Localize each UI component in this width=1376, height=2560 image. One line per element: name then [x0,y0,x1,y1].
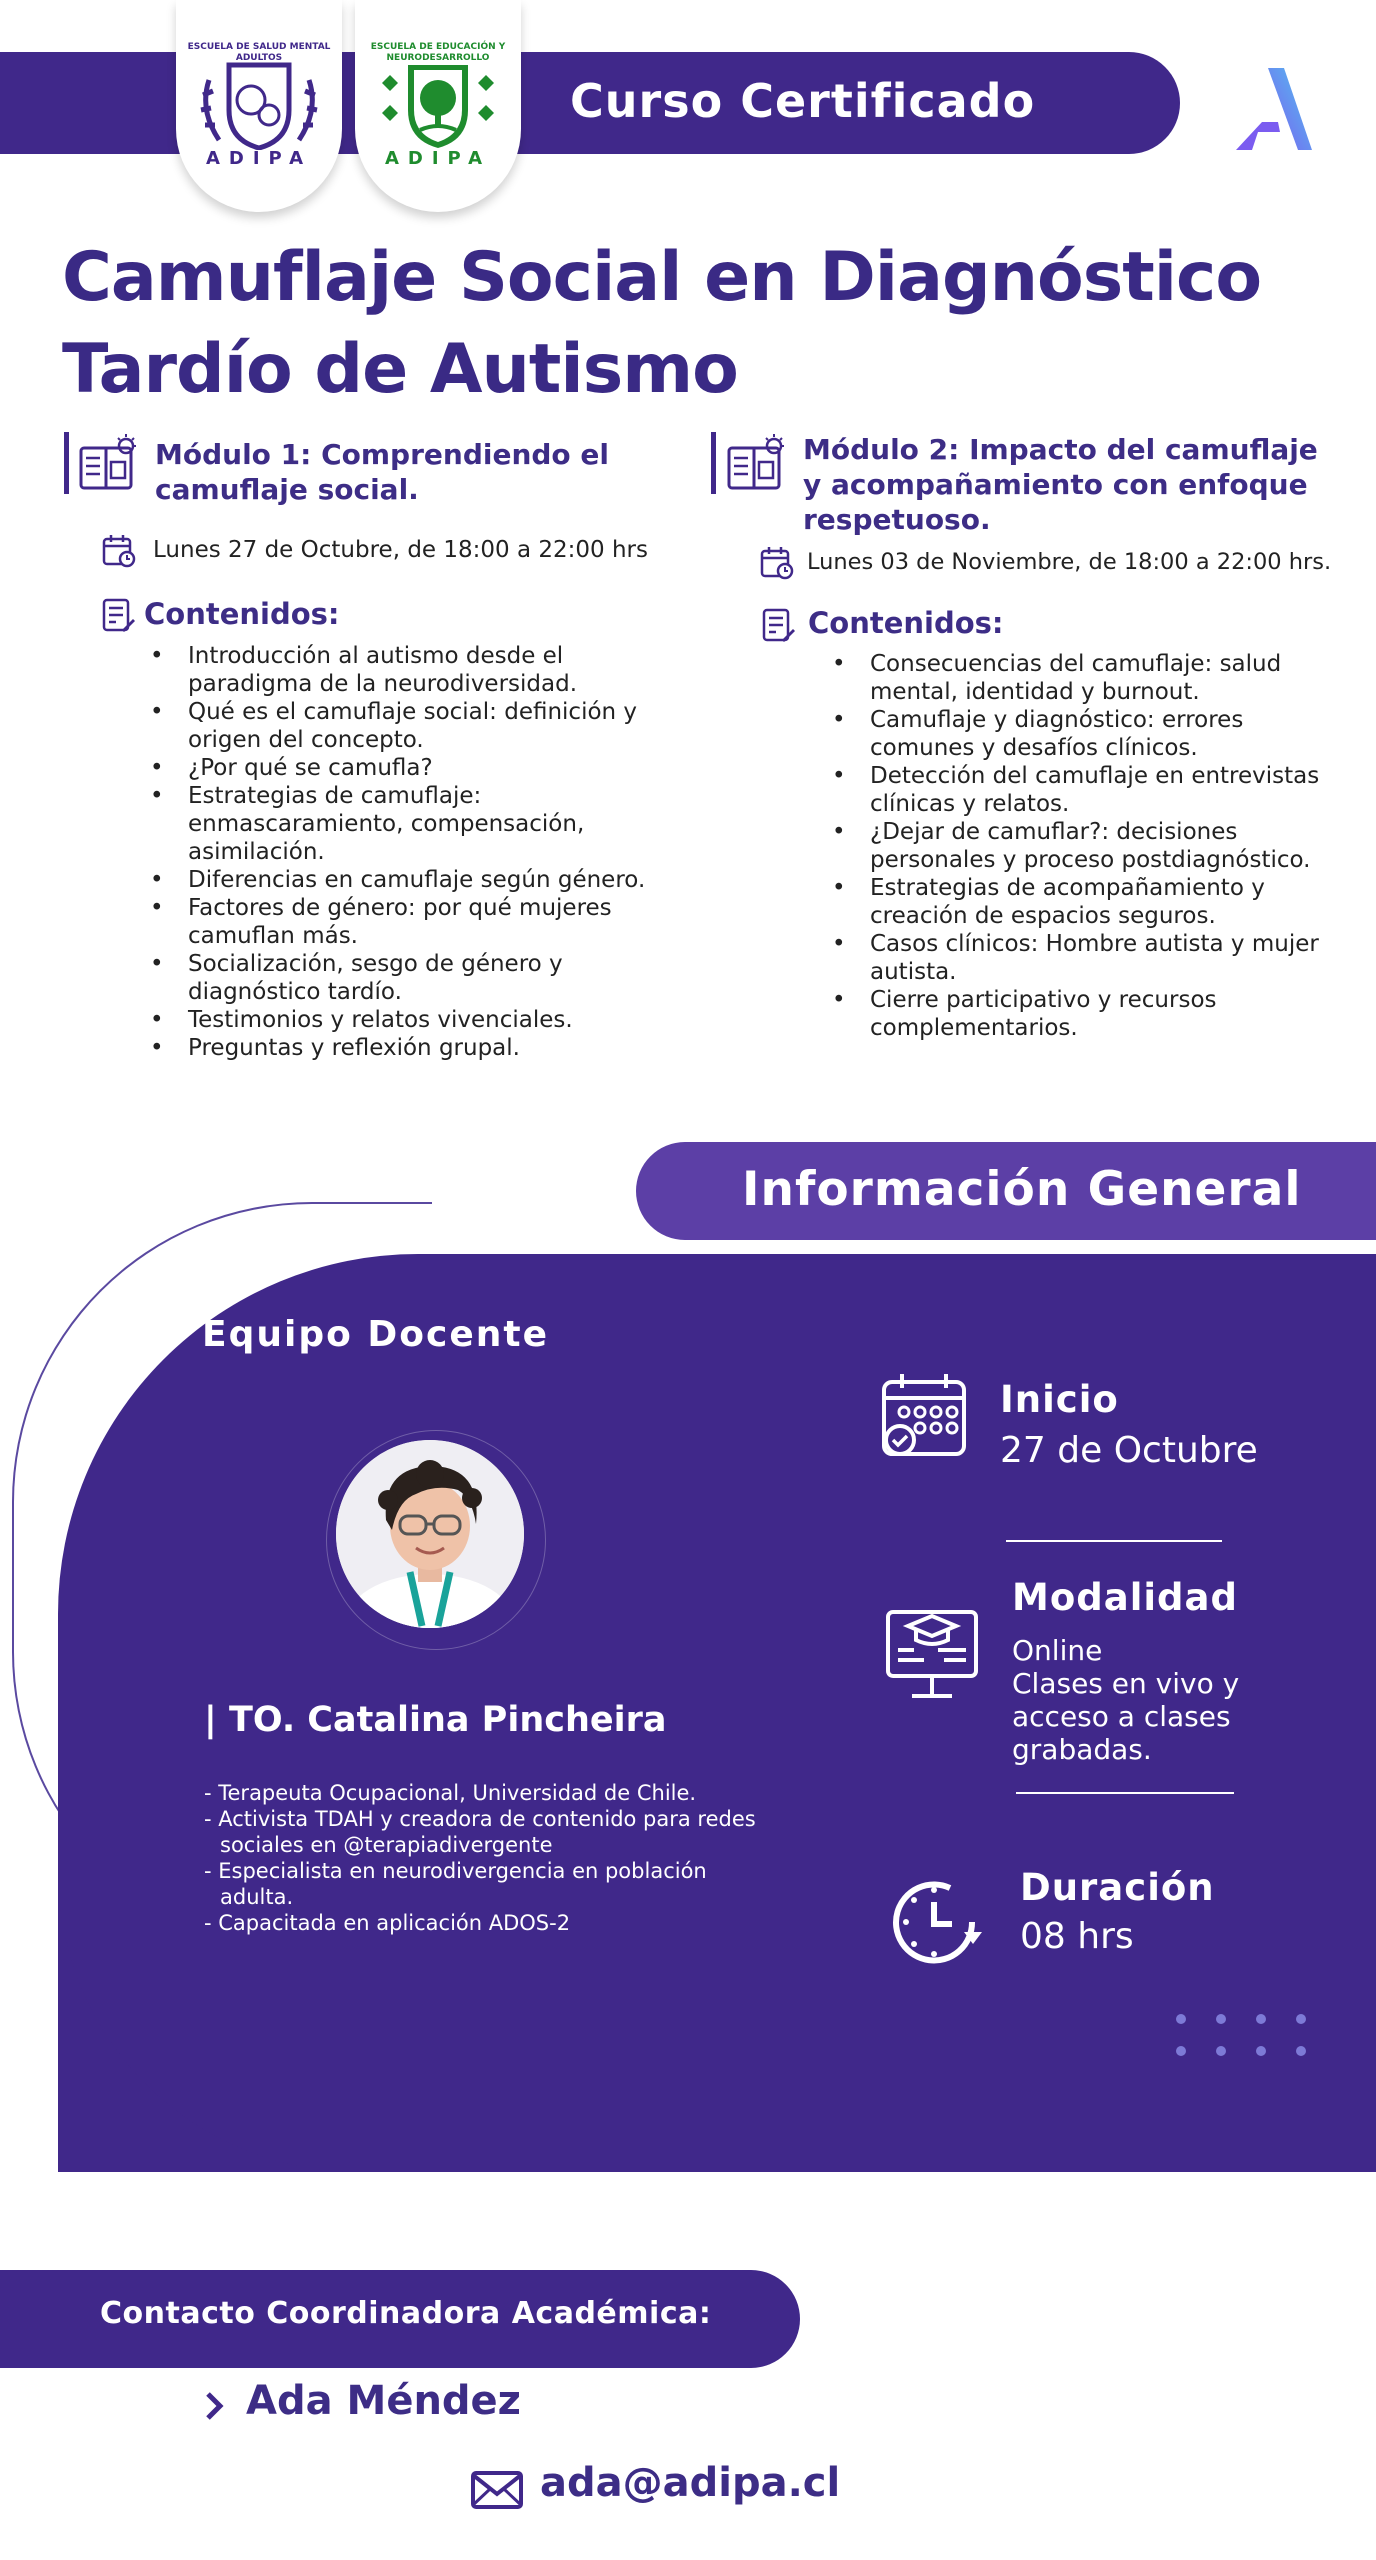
module-2-contents-label: Contenidos: [808,606,1004,640]
clock-icon [888,1876,992,1968]
course-title-line1: Camuflaje Social en Diagnóstico [62,238,1262,317]
divider [1006,1540,1222,1542]
dot [1176,2014,1186,2024]
team-title: Equipo Docente [202,1314,549,1355]
dot [1256,2014,1266,2024]
topic-item: • Casos clínicos: Hombre autista y mujer autista. [832,930,1332,986]
dot [1256,2046,1266,2056]
module-1-title: Módulo 1: Comprendiendo el camuflaje social. [155,438,610,506]
badge-school-name: ESCUELA DE SALUD MENTAL ADULTOS [187,42,331,63]
topic-item: • Camuflaje y diagnóstico: errores comunes y desafíos clínicos. [832,706,1332,762]
module-2-date: Lunes 03 de Noviembre, de 18:00 a 22:00 hrs. [807,549,1332,575]
book-idea-icon [726,434,788,492]
mail-icon [470,2470,524,2510]
module-1-date: Lunes 27 de Octubre, de 18:00 a 22:00 hrs [153,537,648,563]
topic-item: • Preguntas y reflexión grupal. [150,1034,670,1062]
mode-detail: Clases en vivo y acceso a clases grabadas. [1012,1667,1240,1766]
module-2-topics [832,650,1332,1042]
teacher-avatar [336,1440,524,1628]
decorative-dots [1176,2014,1306,2064]
duration-value: 08 hrs [1020,1916,1134,1957]
badge-school-name: ESCUELA DE EDUCACIÓN Y NEURODESARROLLO [370,42,506,63]
start-value: 27 de Octubre [1000,1430,1258,1471]
online-class-icon [884,1598,980,1702]
bio-item: - Activista TDAH y creadora de contenido para redes sociales en @terapiadivergente [204,1807,756,1857]
badge-brand: ADIPA [384,148,492,169]
contact-name: Ada Méndez [246,2378,521,2424]
topic-item: • Factores de género: por qué mujeres camuflan más. [150,894,670,950]
course-title-line2: Tardío de Autismo [62,330,738,409]
topic-item: • Introducción al autismo desde el paradigma de la neurodiversidad. [150,642,670,698]
contact-title: Contacto Coordinadora Académica: [100,2296,712,2331]
chevron-right-icon [204,2390,226,2422]
topic-item: • Socialización, sesgo de género y diagnóstico tardío. [150,950,670,1006]
divider [1016,1792,1234,1794]
module-accent-bar [711,432,716,494]
teacher-bio [204,1780,764,1936]
badge-brand: ADIPA [205,148,313,169]
duration-label: Duración [1020,1866,1215,1909]
start-label: Inicio [1000,1378,1119,1421]
teacher-photo [336,1440,524,1628]
module-accent-bar [64,432,69,494]
bio-item: - Capacitada en aplicación ADOS-2 [204,1911,571,1935]
mode-label: Modalidad [1012,1576,1238,1619]
topic-item: • Detección del camuflaje en entrevistas clínicas y relatos. [832,762,1332,818]
info-section-title: Información General [742,1162,1302,1217]
topic-item: • Estrategias de acompañamiento y creación de espacios seguros. [832,874,1332,930]
school-badge-adults [176,0,342,212]
adipa-logo-icon [1234,66,1314,152]
dot [1176,2046,1186,2056]
dot [1296,2014,1306,2024]
topic-item: • Cierre participativo y recursos complementarios. [832,986,1332,1042]
bio-item: - Terapeuta Ocupacional, Universidad de Chile. [204,1781,697,1805]
dot [1296,2046,1306,2056]
calendar-clock-icon [760,546,794,580]
calendar-icon [880,1370,972,1462]
module-1-contents-label: Contenidos: [144,597,340,631]
topic-item: • ¿Dejar de camuflar?: decisiones personales y proceso postdiagnóstico. [832,818,1332,874]
banner-title: Curso Certificado [570,74,1036,128]
bio-item: - Especialista en neurodivergencia en población adulta. [204,1859,707,1909]
topic-item: • Diferencias en camuflaje según género. [150,866,670,894]
teacher-name: | TO. Catalina Pincheira [204,1700,667,1740]
mode-value: Online [1012,1634,1103,1667]
module-2-title: Módulo 2: Impacto del camuflaje y acompañamiento con enfoque respetuoso. [803,433,1318,536]
school-badge-education [355,0,521,212]
module-1-topics [150,642,670,1062]
document-edit-icon [102,598,136,634]
topic-item: • Estrategias de camuflaje: enmascaramiento, compensación, asimilación. [150,782,670,866]
topic-item: • ¿Por qué se camufla? [150,754,670,782]
book-idea-icon [78,434,140,492]
contact-email-link[interactable]: ada@adipa.cl [540,2460,841,2506]
topic-item: • Qué es el camuflaje social: definición y origen del concepto. [150,698,670,754]
tree-shield-icon [368,60,508,150]
topic-item: • Testimonios y relatos vivenciales. [150,1006,670,1034]
document-edit-icon [762,608,796,644]
dot [1216,2014,1226,2024]
calendar-clock-icon [102,534,136,568]
topic-item: • Consecuencias del camuflaje: salud mental, identidad y burnout. [832,650,1332,706]
head-shield-icon [189,60,329,150]
course-title [62,232,1352,416]
dot [1216,2046,1226,2056]
